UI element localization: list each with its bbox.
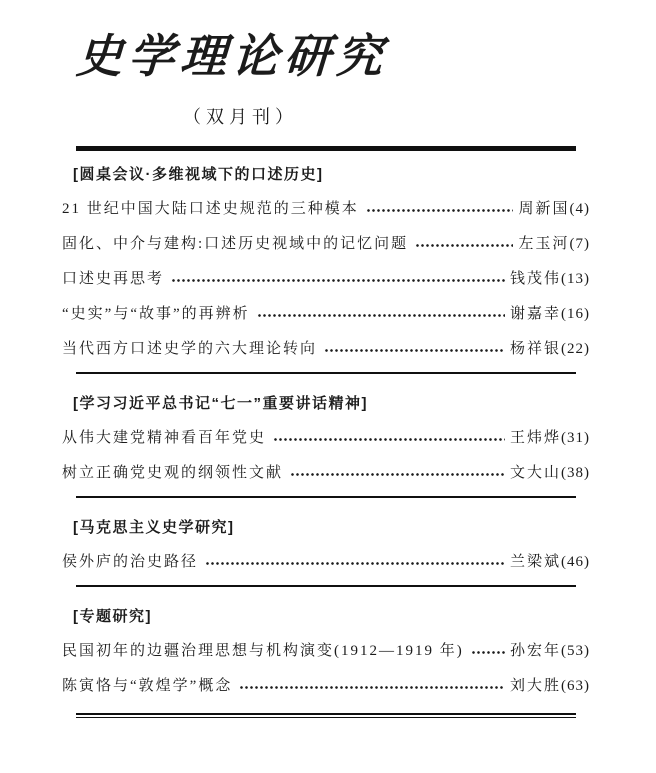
toc-section (62, 608, 590, 696)
entry-page-number: (7) (569, 236, 590, 252)
dot-leader (239, 684, 505, 691)
entry-title: 从伟大建党精神看百年党史 (62, 430, 267, 446)
entry-author: 刘大胜 (509, 678, 561, 694)
entry-page-number: (4) (569, 201, 590, 217)
toc-entry (62, 340, 590, 359)
toc (62, 166, 590, 696)
section-header: [圆桌会议·多维视域下的口述历史] (73, 166, 324, 183)
dot-leader (324, 347, 505, 354)
entry-page-number: (53) (561, 643, 590, 659)
toc-entry (62, 642, 590, 661)
journal-title: 史学理论研究 (74, 31, 390, 82)
toc-section (62, 166, 590, 359)
entry-title: 陈寅恪与“敦煌学”概念 (62, 678, 233, 694)
bottom-double-rule (76, 713, 576, 718)
masthead-rule (76, 146, 576, 151)
entry-page-number: (63) (561, 678, 590, 694)
journal-contents-page (0, 33, 656, 773)
section-header: [专题研究] (73, 608, 152, 625)
toc-entry (62, 553, 590, 572)
entry-title: 21 世纪中国大陆口述史规范的三种模本 (62, 201, 359, 217)
toc-entry (62, 677, 590, 696)
dot-leader (366, 207, 514, 214)
entry-title: 口述史再思考 (62, 271, 165, 287)
masthead (62, 33, 590, 128)
entry-title: 固化、中介与建构:口述历史视域中的记忆问题 (62, 236, 409, 252)
entry-author: 王炜烨 (509, 430, 561, 446)
toc-entry (62, 235, 590, 254)
dot-leader (205, 560, 505, 567)
entry-author: 钱茂伟 (509, 271, 561, 287)
entry-page-number: (13) (561, 271, 590, 287)
toc-entry (62, 200, 590, 219)
entry-author: 孙宏年 (509, 643, 561, 659)
section-divider (76, 372, 576, 374)
entry-title: 树立正确党史观的纲领性文献 (62, 465, 284, 481)
section-header: [马克思主义史学研究] (73, 519, 235, 536)
entry-page-number: (46) (561, 554, 590, 570)
entry-author: 谢嘉幸 (509, 306, 561, 322)
entry-title: 当代西方口述史学的六大理论转向 (62, 341, 318, 357)
toc-entry (62, 270, 590, 289)
dot-leader (273, 436, 505, 443)
entry-title: 侯外庐的治史路径 (62, 554, 199, 570)
entry-author: 左玉河 (518, 236, 570, 252)
entry-page-number: (22) (561, 341, 590, 357)
toc-entry (62, 429, 590, 448)
entry-author: 兰梁斌 (509, 554, 561, 570)
dot-leader (290, 471, 505, 478)
entry-author: 周新国 (518, 201, 570, 217)
journal-subtitle: （双月刊） (183, 107, 298, 127)
toc-section (62, 395, 590, 483)
toc-entry (62, 305, 590, 324)
section-divider (76, 585, 576, 587)
entry-author: 杨祥银 (509, 341, 561, 357)
entry-title: 民国初年的边疆治理思想与机构演变(1912—1919 年) (62, 643, 464, 659)
dot-leader (415, 242, 513, 249)
dot-leader (171, 277, 505, 284)
toc-entry (62, 464, 590, 483)
entry-title: “史实”与“故事”的再辨析 (62, 306, 250, 322)
dot-leader (471, 649, 505, 656)
entry-author: 文大山 (509, 465, 561, 481)
section-divider (76, 496, 576, 498)
entry-page-number: (31) (561, 430, 590, 446)
dot-leader (257, 312, 505, 319)
toc-section (62, 519, 590, 572)
section-header: [学习习近平总书记“七一”重要讲话精神] (73, 395, 368, 412)
entry-page-number: (16) (561, 306, 590, 322)
entry-page-number: (38) (561, 465, 590, 481)
